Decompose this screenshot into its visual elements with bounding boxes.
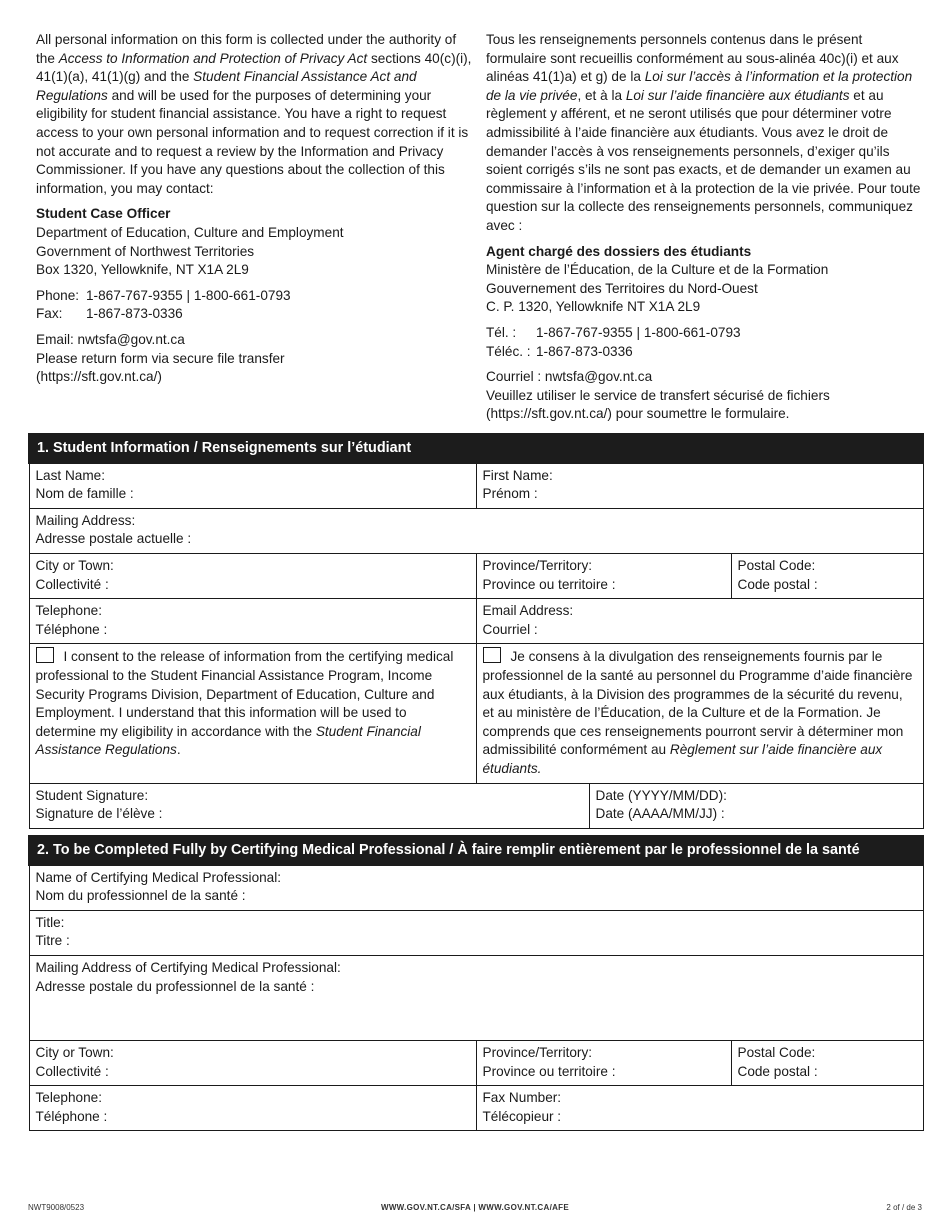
city-field[interactable]: City or Town: Collectivité :	[29, 553, 476, 598]
professional-telephone-field[interactable]: Telephone: Téléphone :	[29, 1086, 476, 1131]
fax-line: Fax: 1-867-873-0336	[36, 306, 183, 322]
postal-code-field[interactable]: Postal Code: Code postal :	[731, 553, 923, 598]
professional-name-field[interactable]: Name of Certifying Medical Professional: Nom du professionnel de la santé :	[29, 865, 923, 911]
case-officer-title-fr: Agent chargé des dossiers des étudiants	[486, 243, 752, 259]
government-name-fr: Gouvernement des Territoires du Nord-Ouest	[486, 280, 758, 296]
consent-french: Je consens à la divulgation des renseignements fournis par le professionnel de la santé au personnel du Programme d’aide financière aux étudiants, à la Division des programmes de la sécurité du revenu, et au ministère de l’Éducation, de la Culture et de la Formation. Je comprends que ces renseignements pourront servir à déterminer mon admissibilité conformément au Règlement sur l’aide financière aux étudiants.	[476, 644, 923, 783]
government-name: Government of Northwest Territories	[36, 243, 255, 259]
postal-box-fr: C. P. 1320, Yellowknife NT X1A 2L9	[486, 299, 701, 315]
return-instructions-fr: Veuillez utiliser le service de transfert sécurisé de fichiers	[486, 387, 830, 403]
professional-mailing-address-field[interactable]: Mailing Address of Certifying Medical Professional: Adresse postale du professionnel de la santé :	[29, 955, 923, 1040]
return-instructions: Please return form via secure file transfer	[36, 350, 285, 366]
privacy-intro-en: All personal information on this form is collected under the authority of the Access to Information and Protection of Privacy Act sections 40(c)(i), 41(1)(a), 41(1)(g) and the Student Financial Assistance Act and Regulations and will be used for the purposes of determining your eligibility for student financial assistance. You have a right to request access to your own personal information and to request correction if it is not accurate and to request a review by the Information and Privacy Commissioner. If you have any questions about the collection of this information, you may contact:	[36, 32, 472, 196]
email-contact-fr: Courriel : nwtsfa@gov.nt.ca	[486, 369, 653, 385]
case-officer-title: Student Case Officer	[36, 206, 171, 222]
privacy-notice-french	[482, 31, 924, 424]
department-name-fr: Ministère de l’Éducation, de la Culture et de la Formation	[486, 262, 829, 278]
first-name-field[interactable]: First Name: Prénom :	[476, 463, 923, 509]
professional-fax-field[interactable]: Fax Number: Télécopieur :	[476, 1086, 923, 1131]
province-field[interactable]: Province/Territory: Province ou territoire :	[476, 553, 731, 598]
email-field[interactable]: Email Address: Courriel :	[476, 599, 923, 644]
student-signature-field[interactable]: Student Signature: Signature de l’élève :	[29, 783, 589, 828]
form-id: NWT9008/0523	[28, 1203, 85, 1212]
signature-date-field[interactable]: Date (YYYY/MM/DD): Date (AAAA/MM/JJ) :	[589, 783, 923, 828]
professional-city-field[interactable]: City or Town: Collectivité :	[29, 1040, 476, 1085]
section-1-header: 1. Student Information / Renseignements sur l’étudiant	[29, 434, 923, 463]
consent-english: I consent to the release of information from the certifying medical professional to the Student Financial Assistance Program, Income Security Programs Division, Department of Education, Culture and Employment. I understand that this information will be used to determine my eligibility in accordance with the Student Financial Assistance Regulations.	[29, 644, 476, 783]
privacy-notice-english	[36, 31, 482, 424]
professional-postal-code-field[interactable]: Postal Code: Code postal :	[731, 1040, 923, 1085]
mailing-address-field[interactable]: Mailing Address: Adresse postale actuelle :	[29, 508, 923, 553]
phone-line: Phone: 1-867-767-9355 | 1-800-661-0793	[36, 287, 291, 303]
section-2-header: 2. To be Completed Fully by Certifying Medical Professional / À faire remplir entièrement par le professionnel de la santé	[29, 836, 923, 865]
fax-line-fr: Téléc. : 1-867-873-0336	[486, 343, 633, 359]
telephone-field[interactable]: Telephone: Téléphone :	[29, 599, 476, 644]
consent-checkbox-en[interactable]	[36, 647, 54, 663]
professional-title-field[interactable]: Title: Titre :	[29, 910, 923, 955]
postal-box: Box 1320, Yellowknife, NT X1A 2L9	[36, 262, 249, 278]
medical-professional-section	[28, 835, 924, 1131]
email-contact: Email: nwtsfa@gov.nt.ca	[36, 331, 185, 347]
sft-url-fr: (https://sft.gov.nt.ca/) pour soumettre le formulaire.	[486, 406, 790, 422]
footer-urls[interactable]: WWW.GOV.NT.CA/SFA | WWW.GOV.NT.CA/AFE	[380, 1203, 569, 1212]
professional-province-field[interactable]: Province/Territory: Province ou territoire :	[476, 1040, 731, 1085]
sft-url: (https://sft.gov.nt.ca/)	[36, 369, 162, 385]
last-name-field[interactable]: Last Name: Nom de famille :	[29, 463, 476, 509]
privacy-notice	[36, 31, 924, 424]
department-name: Department of Education, Culture and Employment	[36, 224, 344, 240]
privacy-intro-fr: Tous les renseignements personnels contenus dans le présent formulaire sont recueillis conformément au sous-alinéa 40c)(i) et aux alinéas 41(1)a) et g) de la Loi sur l’accès à l’information et la protection de la vie privée, et à la Loi sur l’aide financière aux étudiants et au règlement y afférent, et ne seront utilisés que pour déterminer votre admissibilité à l’aide financière aux étudiants. Vous avez le droit de demander l’accès à vos renseignements personnels, d’exiger qu’ils soient corrigés s’ils ne sont pas exacts, et de demander un examen au commissaire à l’information et à la protection de la vie privée. Pour toute question sur la collecte des renseignements personnels, communiquez avec :	[486, 32, 921, 233]
page-number: 2 of / de 3	[886, 1203, 922, 1212]
phone-line-fr: Tél. : 1-867-767-9355 | 1-800-661-0793	[486, 324, 741, 340]
student-information-section	[28, 433, 924, 829]
consent-checkbox-fr[interactable]	[483, 647, 501, 663]
